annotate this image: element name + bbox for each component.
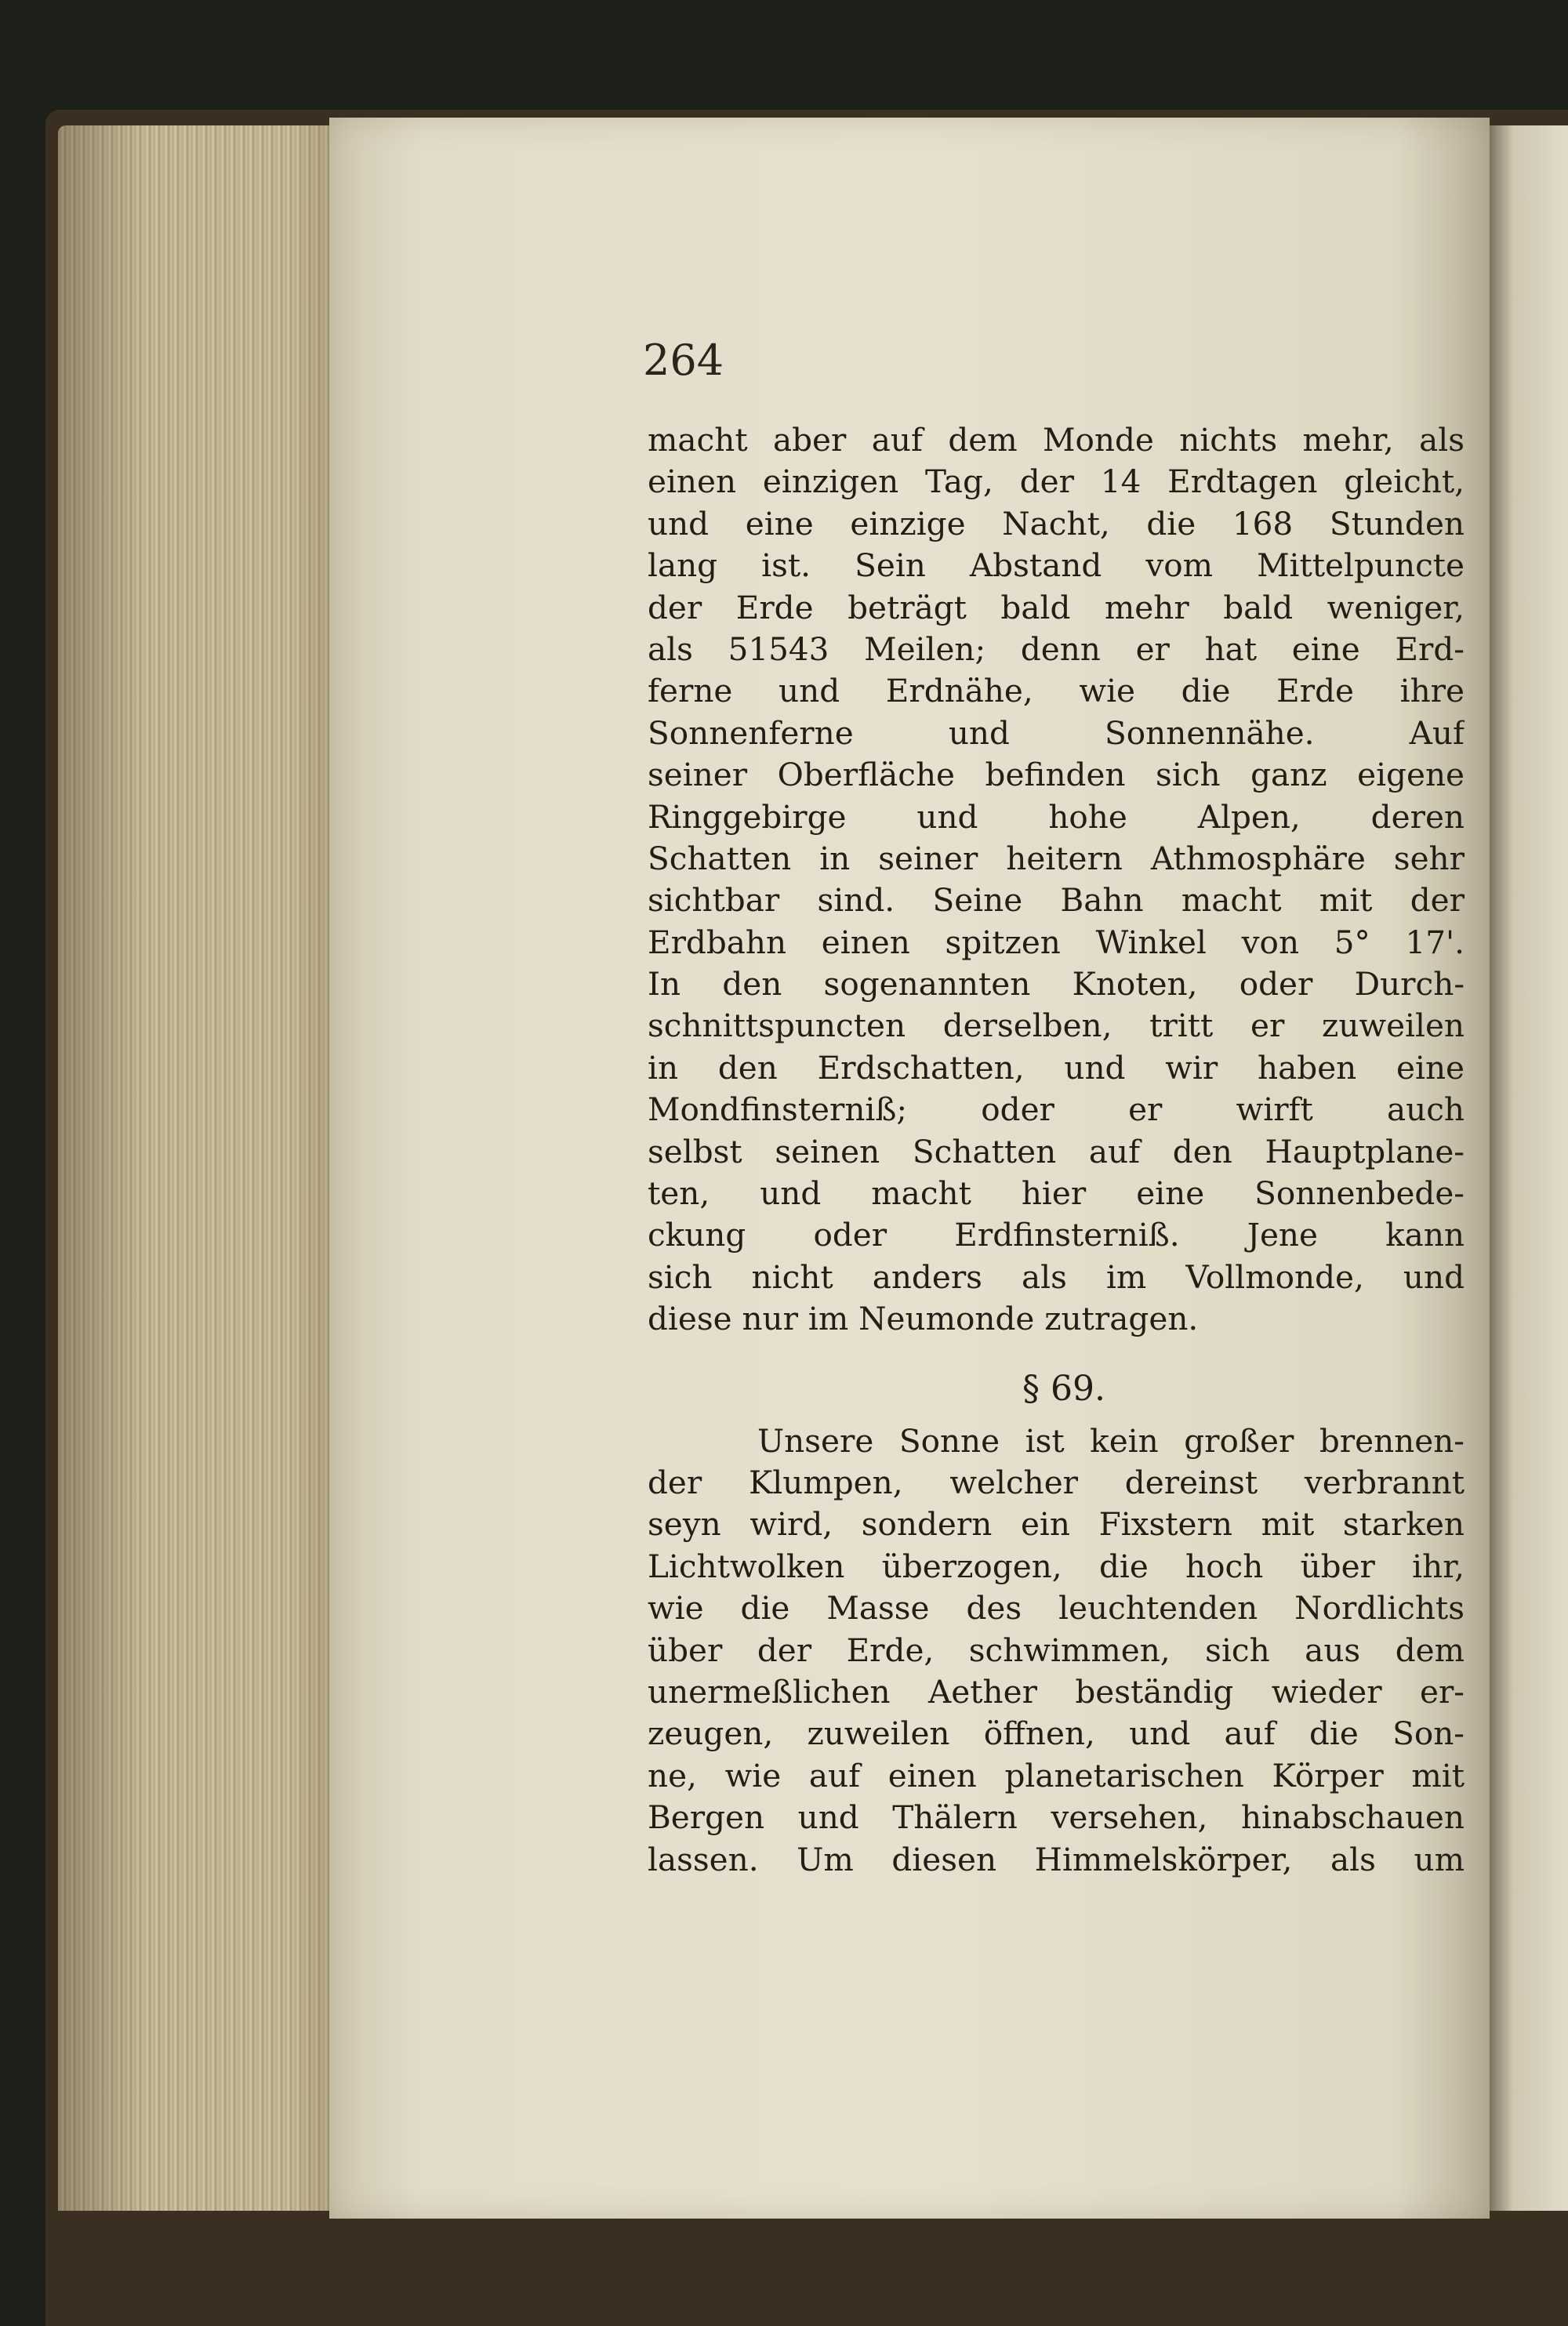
text-line: über der Erde, schwimmen, sich aus dem	[648, 1631, 1465, 1669]
text-line: Schatten in seiner heitern Athmosphäre sehr	[648, 839, 1465, 877]
text-line: In den sogenannten Knoten, oder Durch-	[648, 965, 1465, 1003]
page-number: 264	[643, 336, 724, 385]
text-line: selbst seinen Schatten auf den Hauptplane-	[648, 1132, 1465, 1170]
text-line: ferne und Erdnähe, wie die Erde ihre	[648, 672, 1465, 710]
text-line: ten, und macht hier eine Sonnenbede-	[648, 1174, 1465, 1213]
text-line: sich nicht anders als im Vollmonde, und	[648, 1257, 1465, 1296]
text-line: Mondfinsterniß; oder er wirft auch	[648, 1090, 1465, 1129]
text-line: Unsere Sonne ist kein großer brennen-	[757, 1421, 1465, 1460]
text-line: als 51543 Meilen; denn er hat eine Erd-	[648, 630, 1465, 668]
text-line: schnittspuncten derselben, tritt er zuweilen	[648, 1007, 1465, 1045]
text-line: seyn wird, sondern ein Fixstern mit starken	[648, 1505, 1465, 1544]
text-line: Lichtwolken überzogen, die hoch über ihr,	[648, 1547, 1465, 1585]
page-text	[648, 419, 1465, 1881]
text-line: lang ist. Sein Abstand vom Mittelpuncte	[648, 546, 1465, 585]
text-line: sichtbar sind. Seine Bahn macht mit der	[648, 881, 1465, 920]
text-line: der Klumpen, welcher dereinst verbrannt	[648, 1463, 1465, 1501]
text-line: Sonnenferne und Sonnennähe. Auf	[648, 713, 1465, 752]
page-edges	[58, 125, 348, 2211]
text-line: der Erde beträgt bald mehr bald weniger,	[648, 588, 1465, 626]
text-line: und eine einzige Nacht, die 168 Stunden	[648, 504, 1465, 542]
text-line: ckung oder Erdfinsterniß. Jene kann	[648, 1216, 1465, 1254]
text-line: diese nur im Neumonde zutragen.	[648, 1300, 1199, 1338]
text-line: Erdbahn einen spitzen Winkel von 5° 17'.	[648, 923, 1465, 961]
text-line: wie die Masse des leuchtenden Nordlichts	[648, 1589, 1465, 1627]
text-line: zeugen, zuweilen öffnen, und auf die Son-	[648, 1715, 1465, 1753]
text-line: einen einzigen Tag, der 14 Erdtagen gleicht,	[648, 463, 1465, 501]
text-line: in den Erdschatten, und wir haben eine	[648, 1048, 1465, 1087]
facing-page-edge	[1490, 125, 1568, 2211]
text-line: lassen. Um diesen Himmelskörper, als um	[648, 1840, 1465, 1878]
section-heading: § 69.	[1022, 1368, 1105, 1409]
text-line: Ringgebirge und hohe Alpen, deren	[648, 797, 1465, 836]
text-line: ne, wie auf einen planetarischen Körper mit	[648, 1756, 1465, 1794]
text-line: macht aber auf dem Monde nichts mehr, als	[648, 421, 1465, 459]
text-line: Bergen und Thälern versehen, hinabschauen	[648, 1798, 1465, 1837]
text-line: unermeßlichen Aether beständig wieder er-	[648, 1672, 1465, 1711]
text-line: seiner Oberfläche befinden sich ganz eigene	[648, 756, 1465, 794]
